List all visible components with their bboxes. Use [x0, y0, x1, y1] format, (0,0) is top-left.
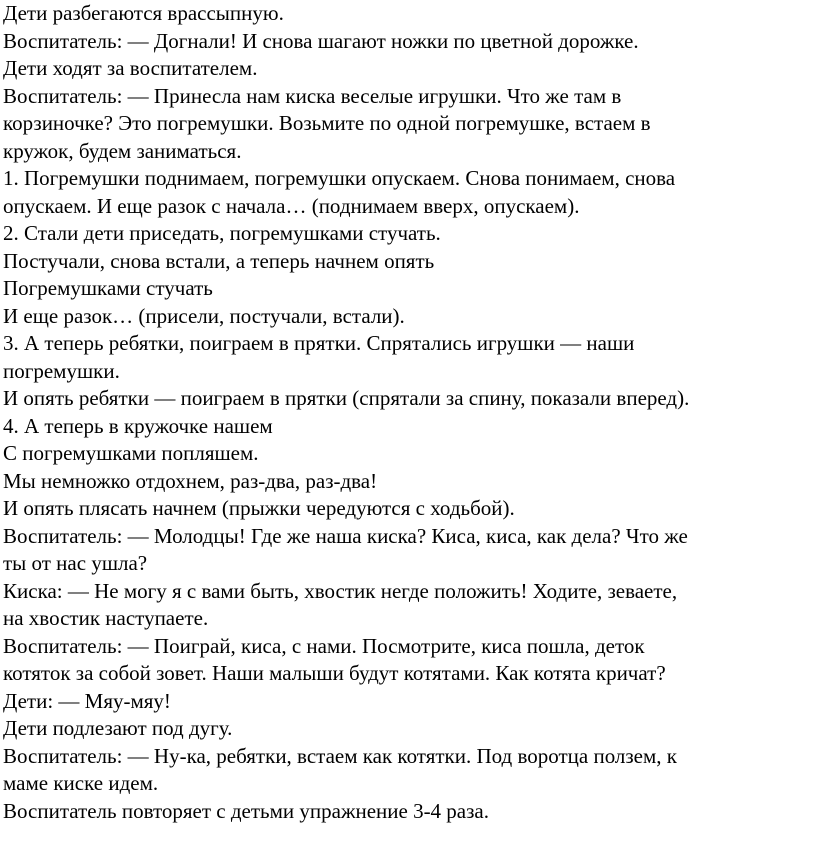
text-line: Воспитатель: — Принесла нам киска веселые игрушки. Что же там в [3, 83, 622, 108]
text-line: маме киске идем. [3, 771, 159, 795]
text-line: Киска: — Не могу я с вами быть, хвостик негде положить! Ходите, зеваете, [3, 578, 678, 603]
text-line: кружок, будем заниматься. [3, 138, 242, 163]
text-line: Воспитатель: — Поиграй, киса, с нами. Посмотрите, киса пошла, деток [3, 633, 645, 658]
text-line: Постучали, снова встали, а теперь начнем опять [3, 248, 435, 273]
text-line: опускаем. И еще разок с начала… (поднимаем вверх, опускаем). [3, 193, 580, 218]
text-line: на хвостик наступаете. [3, 606, 209, 630]
text-line: 1. Погремушки поднимаем, погремушки опускаем. Снова понимаем, снова [3, 166, 676, 190]
text-line: И опять плясать начнем (прыжки чередуются с ходьбой). [3, 496, 515, 520]
text-line: котяток за собой зовет. Наши малыши будут котятами. Как котята кричат? [3, 661, 666, 685]
text-line: 2. Стали дети приседать, погремушками стучать. [3, 221, 441, 245]
text-line: Воспитатель: — Догнали! И снова шагают ножки по цветной дорожке. [3, 28, 639, 53]
text-line: Дети разбегаются врассыпную. [3, 1, 284, 25]
text-line: погремушки. [3, 358, 120, 383]
text-line: Воспитатель повторяет с детьми упражнение 3-4 раза. [3, 798, 489, 823]
text-line: Дети подлезают под дугу. [3, 716, 233, 740]
text-line: корзиночке? Это погремушки. Возьмите по одной погремушке, встаем в [3, 111, 651, 135]
text-line: И еще разок… (присели, постучали, встали). [3, 303, 405, 328]
text-line: И опять ребятки — поиграем в прятки (спрятали за спину, показали вперед). [3, 386, 690, 410]
text-line: Воспитатель: — Молодцы! Где же наша киска? Киса, киса, как дела? Что же [3, 523, 688, 548]
text-line: ты от нас ушла? [3, 551, 148, 575]
text-line: Дети: — Мяу-мяу! [3, 688, 171, 713]
text-line: 3. А теперь ребятки, поиграем в прятки. Спрятались игрушки — наши [3, 331, 635, 355]
text-line: 4. А теперь в кружочке нашем [3, 413, 273, 438]
text-line: Мы немножко отдохнем, раз-два, раз-два! [3, 468, 378, 493]
text-line: Погремушками стучать [3, 276, 213, 300]
text-line: С погремушками попляшем. [3, 441, 259, 465]
text-line: Воспитатель: — Ну-ка, ребятки, встаем как котятки. Под воротца ползем, к [3, 743, 677, 768]
text-line: Дети ходят за воспитателем. [3, 56, 258, 80]
